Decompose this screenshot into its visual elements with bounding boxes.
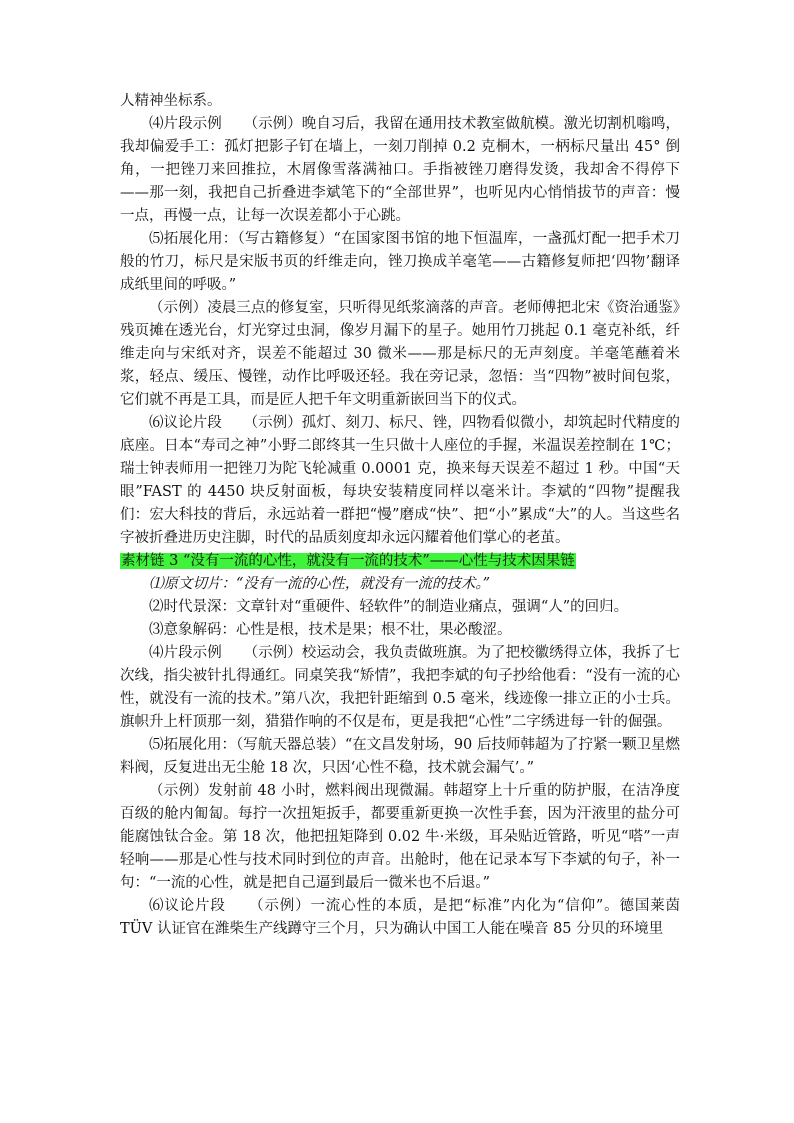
paragraph-imagery: ⑶意象解码：心性是根，技术是果；根不壮，果必酸涩。 <box>149 622 512 638</box>
paragraph-continuation: 人精神坐标系。 <box>120 93 222 109</box>
document-body <box>120 90 680 941</box>
paragraph-extension-example: （示例）凌晨三点的修复室，只听得见纸浆滴落的声音。老师傅把北宋《资治通鉴》残页摊在透光台，灯光穿过虫洞，像岁月漏下的星子。她用竹刀挑起 0.1 毫克补纸，纤维走向与宋纸对齐，误差不能超过 30 微米——那是标尺的无声刻度。羊毫笔蘸着米浆，轻点、缓压、慢锉，动作比呼吸还轻。我在旁记录，忽悟：当“四物”被时间包浆，它们就不再是工具，而是匠人把千年文明重新嵌回当下的仪式。 <box>120 300 680 408</box>
paragraph-era-context: ⑵时代景深：文章针对“重硬件、轻软件”的制造业痛点，强调“人”的回归。 <box>149 599 629 615</box>
paragraph-argument-2: ⑹议论片段 （示例）一流心性的本质，是把“标准”内化为“信仰”。德国莱茵 TÜV 认证官在潍柴生产线蹲守三个月，只为确认中国工人能在噪音 85 分贝的环境里 <box>120 898 680 937</box>
paragraph-argument: ⑹议论片段 （示例）孤灯、刻刀、标尺、锉，四物看似微小，却筑起时代精度的底座。日本“寿司之神”小野二郎终其一生只做十人座位的手握，米温误差控制在 1℃；瑞士钟表师用一把锉刀为陀飞轮减重 0.0001 克，换来每天误差不超过 1 秒。中国“天眼”FAST 的 4450 块反射面板，每块安装精度同样以毫米计。李斌的“四物”提醒我们：宏大科技的背后，永远站着一群把“慢”磨成“快”、把“小”累成“大”的人。当这些名字被折叠进历史注脚，时代的品质刻度却永远闪耀着他们掌心的老茧。 <box>120 415 680 546</box>
paragraph-extension-2: ⑸拓展化用：（写航天器总装）“在文昌发射场，90 后技师韩超为了拧紧一颗卫星燃料阀，反复进出无尘舱 18 次，只因‘心性不稳，技术就会漏气’。” <box>120 737 680 776</box>
paragraph-extension: ⑸拓展化用：（写古籍修复）“在国家图书馆的地下恒温库，一盏孤灯配一把手术刀般的竹刀，标尺是宋版书页的纤维走向，锉刀换成羊毫笔——古籍修复师把‘四物’翻译成纸里间的呼吸。” <box>120 231 680 293</box>
paragraph-fragment-example-2: ⑷片段示例 （示例）校运动会，我负责做班旗。为了把校徽绣得立体，我拆了七次线，指尖被针扎得通红。同桌笑我“矫情”，我把李斌的句子抄给他看：“没有一流的心性，就没有一流的技术。”第八次，我把针距缩到 0.5 毫米，线迹像一排立正的小士兵。旗帜升上杆顶那一刻，猎猎作响的不仅是布，更是我把“心性”二字绣进每一针的倔强。 <box>120 645 680 730</box>
section-heading: 素材链 3 “没有一流的心性，就没有一流的技术”——心性与技术因果链 <box>121 553 575 569</box>
paragraph-original-excerpt: ⑴原文切片：“没有一流的心性，就没有一流的技术。” <box>149 576 491 592</box>
section-heading-line <box>120 550 680 573</box>
paragraph-extension-example-2: （示例）发射前 48 小时，燃料阀出现微漏。韩超穿上十斤重的防护服，在洁净度百级的舱内匍匐。每拧一次扭矩扳手，都要重新更换一次性手套，因为汗液里的盐分可能腐蚀钛合金。第 18 次，他把扭矩降到 0.02 牛·米级，耳朵贴近管路，听见“嗒”一声轻响——那是心性与技术同时到位的声音。出舱时，他在记录本写下李斌的句子，补一句：“一流的心性，就是把自己逼到最后一微米也不后退。” <box>120 783 680 891</box>
paragraph-fragment-example: ⑷片段示例 （示例）晚自习后，我留在通用技术教室做航模。激光切割机嗡鸣，我却偏爱手工：孤灯把影子钉在墙上，一刻刀削掉 0.2 克桐木，一柄标尺量出 45° 倒角，一把锉刀来回推拉，木屑像雪落满袖口。手指被锉刀磨得发烫，我却舍不得停下——那一刻，我把自己折叠进李斌笔下的“全部世界”，也听见内心悄悄拔节的声音：慢一点，再慢一点，让每一次误差都小于心跳。 <box>120 116 680 224</box>
